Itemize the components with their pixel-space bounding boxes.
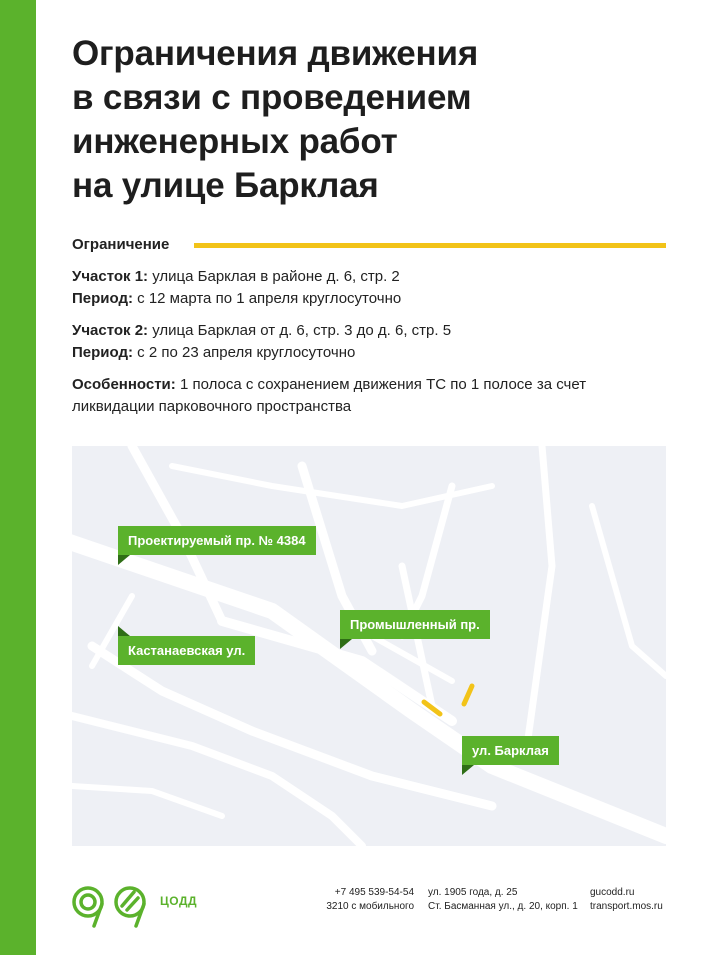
phone-line-2: 3210 с мобильного bbox=[326, 901, 414, 912]
features-block bbox=[72, 374, 672, 418]
period-1-text: с 12 марта по 1 апреля круглосуточно bbox=[133, 290, 402, 307]
side-accent-bar bbox=[0, 0, 36, 955]
restriction-block-2 bbox=[72, 320, 672, 364]
map-label-promyshlenny-text: Промышленный пр. bbox=[350, 617, 480, 632]
area-2-text: улица Барклая от д. 6, стр. 3 до д. 6, стр. 5 bbox=[148, 322, 452, 339]
area-2-label: Участок 2: bbox=[72, 322, 149, 339]
map-label-proezd bbox=[118, 526, 316, 555]
map-label-kastanaevskaya bbox=[118, 636, 255, 665]
period-1-label: Период: bbox=[72, 290, 133, 307]
period-2-text: с 2 по 23 апреля круглосуточно bbox=[133, 344, 356, 361]
road-far-east bbox=[592, 506, 666, 676]
map-label-promyshlenny bbox=[340, 610, 490, 639]
restriction-block-1 bbox=[72, 266, 672, 310]
map-pin-barklaya bbox=[462, 765, 474, 775]
title-line-2: в связи с проведением bbox=[72, 78, 472, 117]
section-header bbox=[72, 234, 666, 256]
period-2-label: Период: bbox=[72, 344, 133, 361]
section-divider bbox=[194, 243, 666, 248]
page-title bbox=[72, 32, 632, 208]
road-south bbox=[72, 716, 362, 846]
map-pin-proezd bbox=[118, 555, 130, 565]
title-line-4: на улице Барклая bbox=[72, 166, 379, 205]
codd-logo-icon bbox=[72, 882, 152, 930]
address-line-2: Ст. Басманная ул., д. 20, корп. 1 bbox=[428, 901, 578, 912]
map-pin-kastanaevskaya bbox=[118, 626, 130, 636]
road-sw bbox=[72, 786, 222, 816]
footer bbox=[72, 882, 672, 932]
footer-websites bbox=[590, 886, 663, 914]
map-label-proezd-text: Проектируемый пр. № 4384 bbox=[128, 533, 306, 548]
section-label: Ограничение bbox=[72, 234, 183, 256]
address-line-1: ул. 1905 года, д. 25 bbox=[428, 887, 518, 898]
title-line-3: инженерных работ bbox=[72, 122, 398, 161]
road-east bbox=[527, 446, 552, 746]
phone-line-1: +7 495 539-54-54 bbox=[334, 887, 414, 898]
features-text-2: ликвидации парковочного пространства bbox=[72, 398, 352, 415]
footer-address bbox=[428, 886, 578, 914]
map-label-kastanaevskaya-text: Кастанаевская ул. bbox=[128, 643, 246, 658]
website-link-1[interactable]: gucodd.ru bbox=[590, 887, 635, 898]
road-top bbox=[172, 466, 492, 506]
map[interactable] bbox=[72, 446, 666, 846]
area-1-label: Участок 1: bbox=[72, 268, 149, 285]
map-label-barklaya bbox=[462, 736, 559, 765]
logo-text: ЦОДД bbox=[160, 894, 198, 908]
map-pin-promyshlenny bbox=[340, 639, 352, 649]
restriction-mark-2 bbox=[464, 686, 472, 704]
map-label-barklaya-text: ул. Барклая bbox=[472, 743, 549, 758]
title-line-1: Ограничения движения bbox=[72, 34, 479, 73]
website-link-2[interactable]: transport.mos.ru bbox=[590, 901, 663, 912]
footer-phone bbox=[322, 886, 414, 914]
features-label: Особенности: bbox=[72, 376, 176, 393]
features-text-1: 1 полоса с сохранением движения ТС по 1 полосе за счет bbox=[175, 376, 587, 393]
area-1-text: улица Барклая в районе д. 6, стр. 2 bbox=[148, 268, 400, 285]
